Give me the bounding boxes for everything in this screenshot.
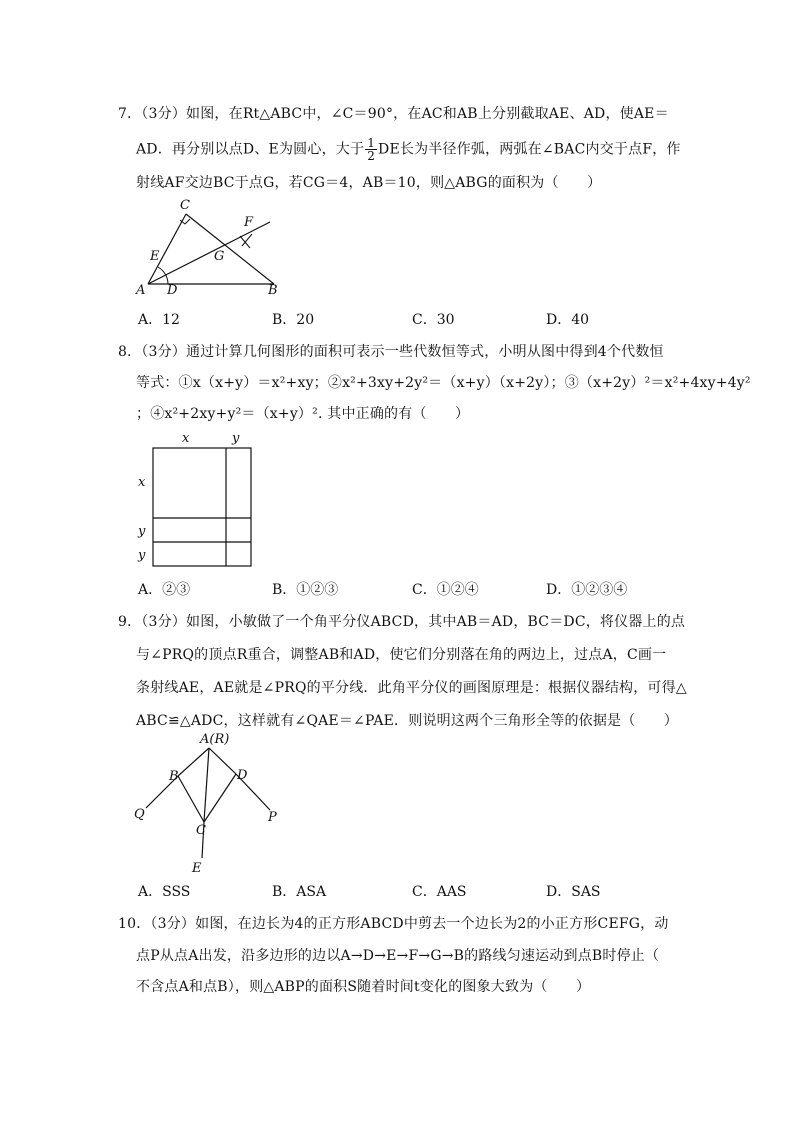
q7-option-b[interactable]: B．20 [272,312,315,328]
q9-label-q: Q [134,807,145,822]
q8-label-top-y: y [232,431,240,446]
q8-line-3: ；④x²+2xy+y²＝（x+y）². 其中正确的有（ ） [136,406,470,422]
q7-label-g: G [214,249,225,264]
q7-fraction-numerator: 1 [367,136,376,150]
q9-segment-dc [204,774,236,822]
q9-label-d: D [237,768,248,783]
q8-line-1: 8．（3分）通过计算几何图形的面积可表示一些代数恒等式，小明从图中得到4个代数恒 [118,344,664,360]
q9-line-3: 条射线AE，AE就是∠PRQ的平分线．此角平分仪的画图原理是：根据仪器结构，可得△ [136,680,687,696]
q7-label-e: E [150,249,160,264]
q7-line-1: 7．（3分）如图，在Rt△ABC中，∠C＝90°，在AC和AB上分别截取AE、AD，使AE＝ [118,106,669,122]
q7-line-2-post: DE长为半径作弧，两弧在∠BAC内交于点F，作 [378,141,681,158]
q7-segment-cb [186,214,274,284]
q9-option-c[interactable]: C．AAS [412,884,467,900]
q9-segment-ab [178,748,209,776]
q9-segment-bc [178,776,204,822]
q8-option-c[interactable]: C．①②④ [412,582,479,598]
q9-label-c: C [196,823,206,838]
q9-segment-ac [204,748,209,822]
q9-label-p: P [268,810,277,825]
q9-label-ar: A(R) [200,732,230,747]
q7-option-a[interactable]: A．12 [138,312,180,328]
q8-label-left-y2: y [138,548,146,563]
q7-label-b: B [268,283,278,298]
q9-label-e: E [192,861,202,876]
q9-line-2: 与∠PRQ的顶点R重合，调整AB和AD，使它们分别落在角的两边上，过点A，C画一 [136,647,667,663]
q10-line-1: 10．（3分）如图，在边长为4的正方形ABCD中剪去一个边长为2的小正方形CEFG，动 [118,916,669,932]
q7-label-d: D [167,283,178,298]
q8-label-top-x: x [182,431,190,446]
q7-arc-a [158,267,168,284]
q7-option-d[interactable]: D．40 [546,312,590,328]
q7-label-f: F [244,215,254,230]
q10-line-3: 不含点A和点B），则△ABP的面积S随着时间t变化的图象大致为（ ） [136,979,591,995]
q9-segment-ad [209,748,236,774]
q9-label-b: B [169,769,179,784]
q7-line-2 [136,137,681,162]
q9-option-d[interactable]: D．SAS [546,884,601,900]
q9-line-4: ABC≌△ADC，这样就有∠QAE＝∠PAE．则说明这两个三角形全等的依据是（ ） [136,713,679,729]
q7-fraction-denominator: 2 [367,149,376,163]
q7-label-a: A [136,283,146,298]
q9-line-1: 9．（3分）如图，小敏做了一个角平分仪ABCD，其中AB＝AD，BC＝DC，将仪器上的点 [118,614,686,630]
q8-label-left-x: x [138,475,146,490]
q8-option-d[interactable]: D．①②③④ [546,582,628,598]
q9-figure-angle-bisector [130,730,290,878]
q7-figure-triangle [130,198,290,302]
q8-outer-rect [153,448,251,566]
q7-line-2-pre: AD．再分别以点D、E为圆心，大于 [136,141,365,158]
q9-option-a[interactable]: A．SSS [138,884,191,900]
q8-option-a[interactable]: A．②③ [138,582,191,598]
q8-label-left-y1: y [138,524,146,539]
q7-fraction [365,137,377,162]
q8-figure-rectangle [134,428,260,572]
q7-option-c[interactable]: C．30 [412,312,455,328]
q8-line-2: 等式：①x（x+y）＝x²+xy；②x²+3xy+2y²＝（x+y）（x+2y）；③（x+2y）²＝x²+4xy+4y² [136,375,751,391]
q10-line-2: 点P从点A出发，沿多边形的边以A→D→E→F→G→B的路线匀速运动到点B时停止（ [136,948,660,964]
q8-option-b[interactable]: B．①②③ [272,582,339,598]
q7-line-3: 射线AF交边BC于点G，若CG＝4，AB＝10，则△ABG的面积为（ ） [136,175,602,191]
q7-label-c: C [180,198,190,213]
q9-option-b[interactable]: B．ASA [272,884,327,900]
